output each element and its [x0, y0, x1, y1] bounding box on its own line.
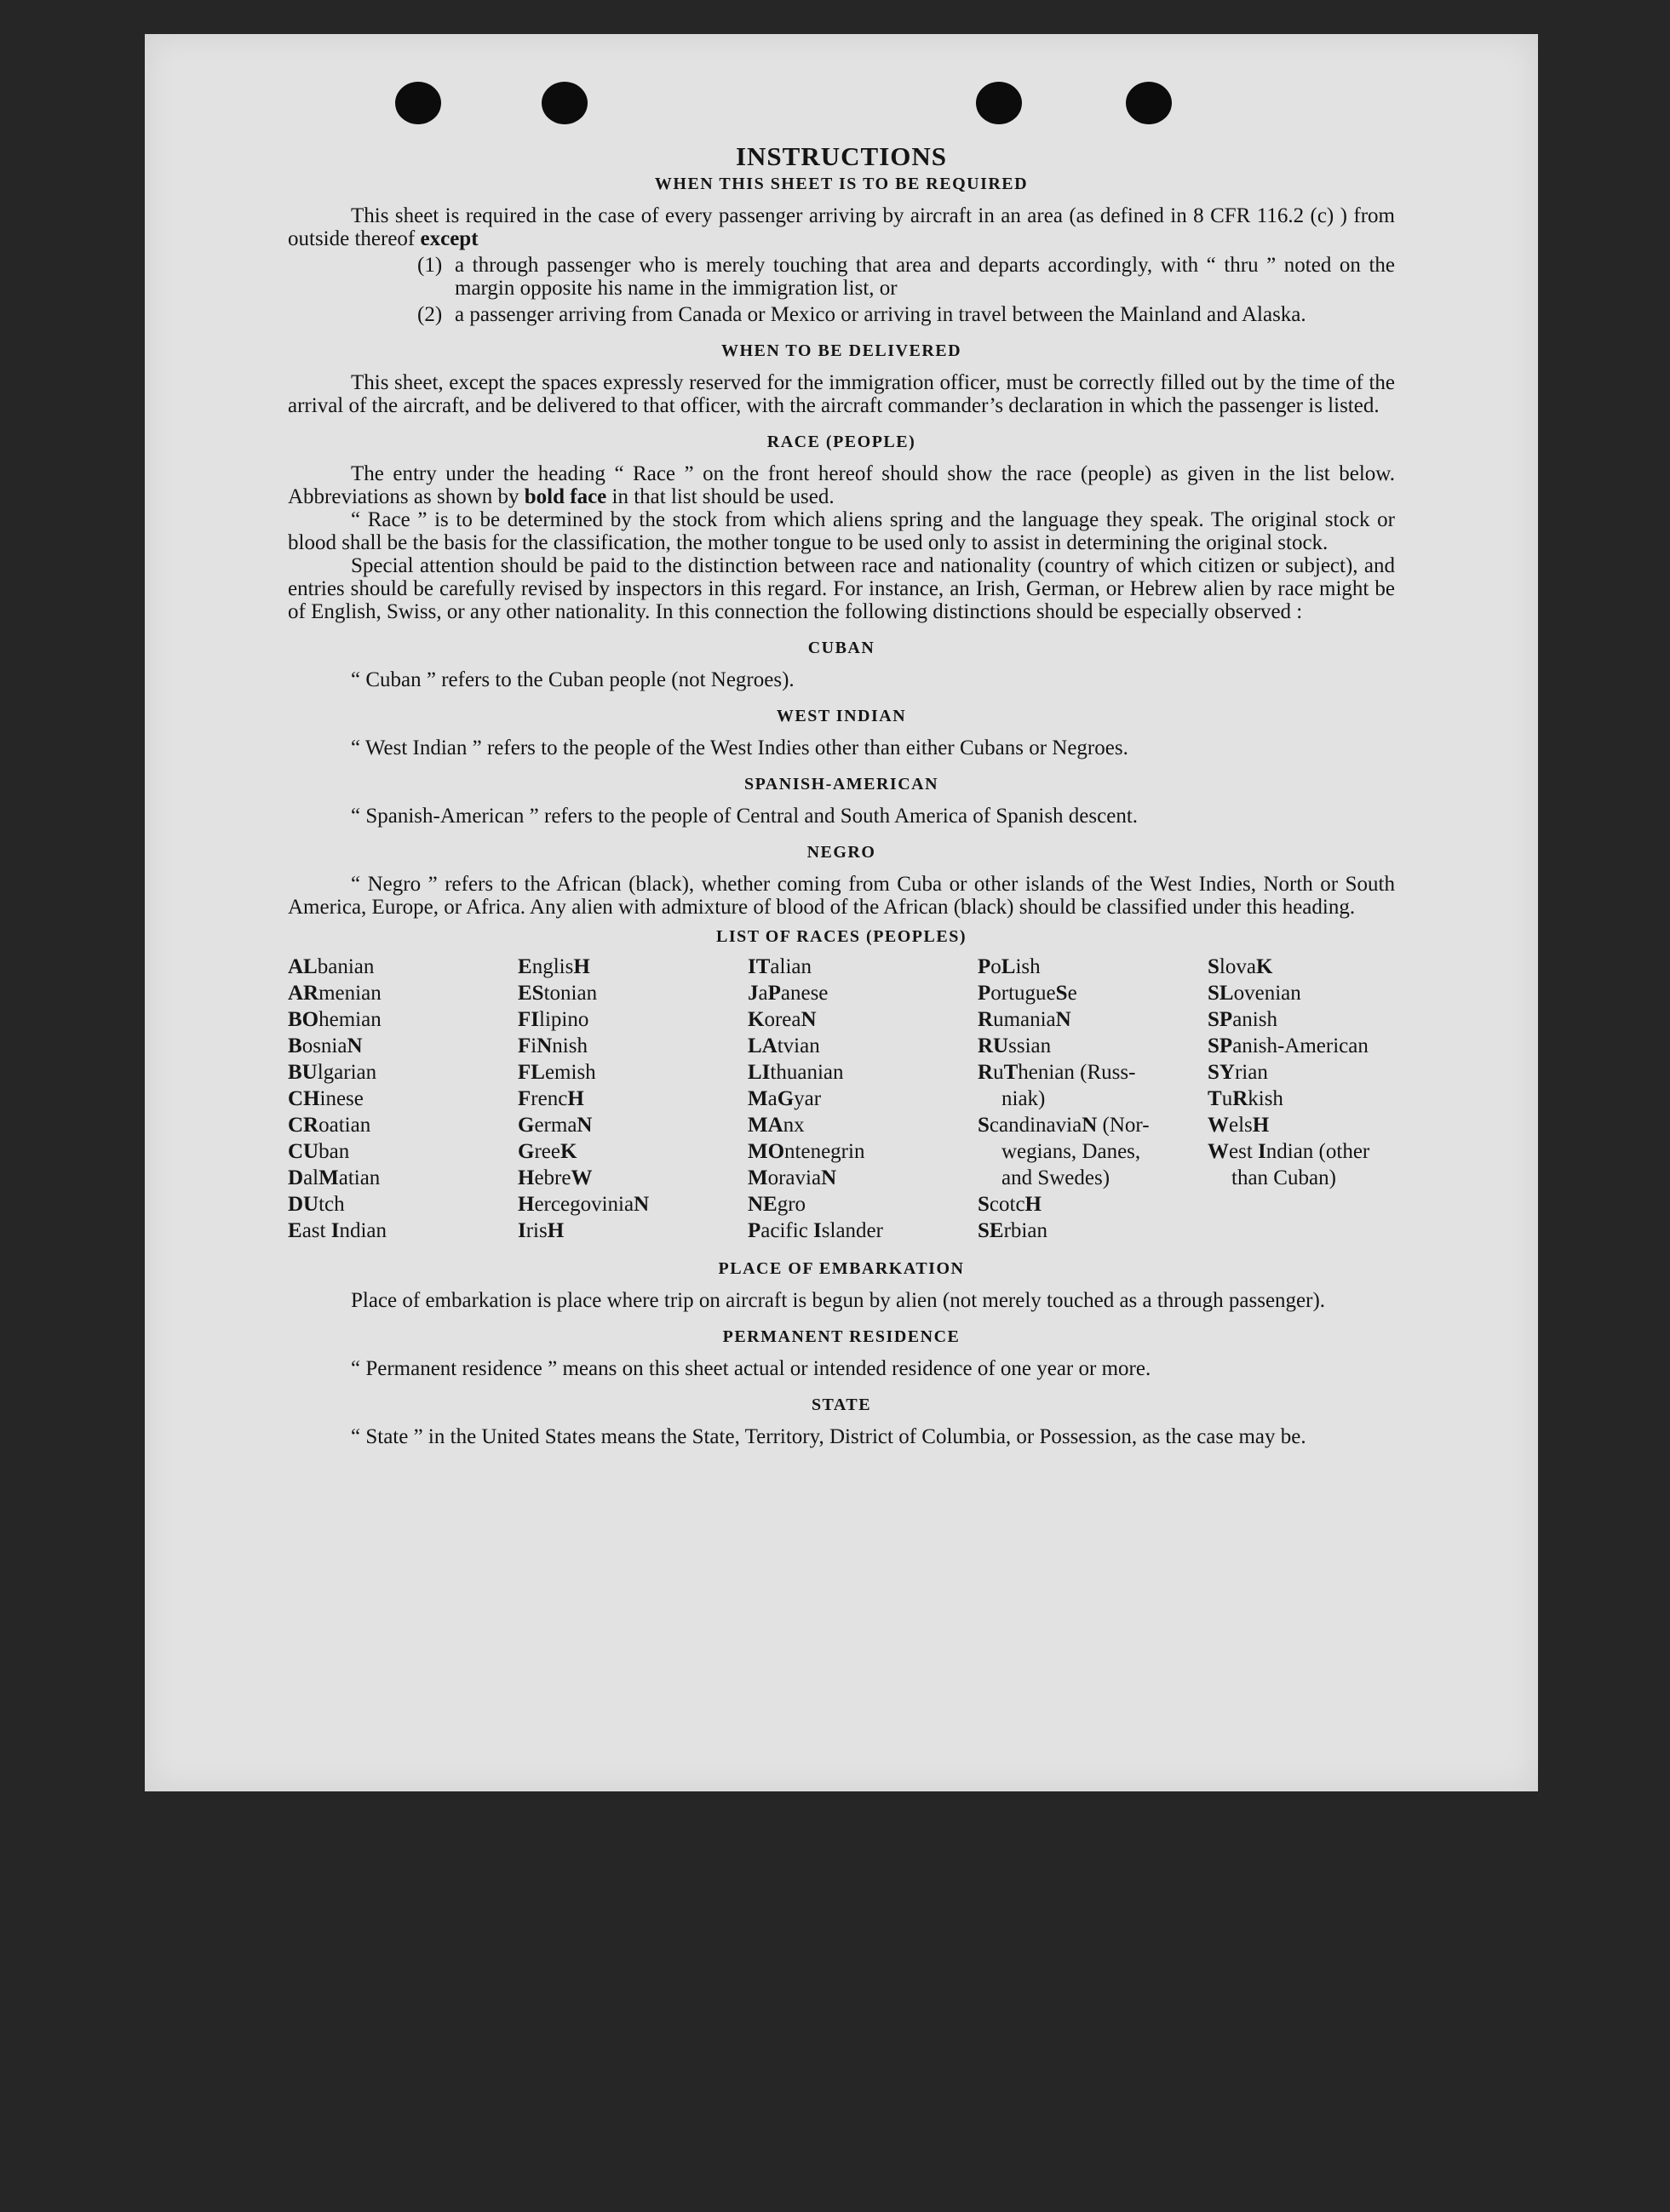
race-entry: SlovaK: [1208, 955, 1273, 978]
race-entry: SLovenian: [1208, 982, 1301, 1005]
section-heading: SPANISH-AMERICAN: [743, 775, 939, 794]
paragraph: “ West Indian ” refers to the people of the West Indies other than either Cubans or Negroes.: [351, 736, 1128, 759]
section-heading: NEGRO: [806, 843, 876, 862]
race-entry: East Indian: [288, 1219, 387, 1242]
race-entry: KoreaN: [748, 1008, 817, 1031]
race-entry: EStonian: [518, 982, 598, 1005]
race-entry: BosniaN: [288, 1034, 363, 1057]
section-heading: WEST INDIAN: [776, 707, 907, 725]
race-column: [978, 954, 1208, 1244]
race-entry: FIlipino: [518, 1008, 589, 1031]
section-heading: CUBAN: [807, 639, 875, 657]
race-entry: SPanish-American: [1208, 1034, 1369, 1057]
paragraph: “ Permanent residence ” means on this sheet actual or intended residence of one year or more.: [351, 1357, 1151, 1380]
race-entry: West Indian (other: [1208, 1140, 1370, 1163]
race-entry: FiNnish: [518, 1034, 588, 1057]
list-item: (1) a through passenger who is merely touching that area and departs accordingly, with “ thru ” noted on the margin opposite his name in the immigration list, or: [417, 254, 1395, 300]
paragraph: “ State ” in the United States means the State, Territory, District of Columbia, or Possession, as the case may be.: [351, 1425, 1306, 1448]
punch-hole: [976, 82, 1022, 124]
race-entry: Pacific Islander: [748, 1219, 883, 1242]
paragraph: “ Race ” is to be determined by the stock from which aliens spring and the language they speak. The original stock or blood shall be the basis for the classification, the mother tongue to be used only to assist in determining the original stock.: [288, 508, 1395, 554]
race-entry: NEgro: [748, 1193, 806, 1216]
race-entry: GreeK: [518, 1140, 577, 1163]
race-entry: CUban: [288, 1140, 350, 1163]
document-sheet: [145, 34, 1538, 1791]
race-column: [518, 954, 748, 1244]
race-column: [748, 954, 978, 1244]
race-entry: ScandinaviaN (Nor-: [978, 1114, 1150, 1137]
race-column: [1208, 954, 1395, 1244]
race-entry: DalMatian: [288, 1166, 381, 1189]
section-heading: RACE (PEOPLE): [766, 433, 916, 451]
race-entry: TuRkish: [1208, 1087, 1283, 1110]
section-heading: WHEN THIS SHEET IS TO BE REQUIRED: [654, 175, 1029, 193]
section-heading: PLACE OF EMBARKATION: [718, 1259, 965, 1278]
race-entry: JaPanese: [748, 982, 829, 1005]
race-entry: ITalian: [748, 955, 812, 978]
paragraph: “ Spanish-American ” refers to the people of Central and South America of Spanish descent.: [351, 805, 1139, 828]
paragraph: This sheet is required in the case of every passenger arriving by aircraft in an area (as defined in 8 CFR 116.2 (c) ) from outside thereof except: [288, 204, 1395, 250]
race-entry: PoLish: [978, 955, 1041, 978]
race-entry: SErbian: [978, 1219, 1047, 1242]
instructions-body: [288, 141, 1395, 1448]
race-list: [288, 954, 1395, 1244]
race-entry: GermaN: [518, 1114, 593, 1137]
race-entry: ScotcH: [978, 1193, 1042, 1216]
paragraph: “ Negro ” refers to the African (black), whether coming from Cuba or other islands of the West Indies, North or South America, Europe, or Africa. Any alien with admixture of blood of the African (black) should be classified under this heading.: [288, 873, 1395, 919]
race-entry: MOntenegrin: [748, 1140, 865, 1163]
race-entry: CRoatian: [288, 1114, 371, 1137]
race-entry: CHinese: [288, 1087, 364, 1110]
race-entry: FrencH: [518, 1087, 584, 1110]
race-entry: RUssian: [978, 1034, 1052, 1057]
punch-hole: [542, 82, 588, 124]
race-entry: SYrian: [1208, 1061, 1268, 1084]
paragraph: This sheet, except the spaces expressly reserved for the immigration officer, must be correctly filled out by the time of the arrival of the aircraft, and be delivered to that officer, with the aircraft commander’s declaration in which the passenger is listed.: [288, 371, 1395, 417]
race-entry: HebreW: [518, 1166, 593, 1189]
race-entry-continuation: and Swedes): [1001, 1166, 1110, 1189]
list-item: (2) a passenger arriving from Canada or Mexico or arriving in travel between the Mainland and Alaska.: [417, 303, 1306, 326]
section-heading: LIST OF RACES (PEOPLES): [715, 927, 967, 946]
race-entry: BOhemian: [288, 1008, 382, 1031]
section-heading: STATE: [811, 1395, 872, 1414]
race-entry: MaGyar: [748, 1087, 822, 1110]
race-entry: DUtch: [288, 1193, 345, 1216]
punch-hole: [1126, 82, 1172, 124]
race-entry: RumaniaN: [978, 1008, 1071, 1031]
page-title: INSTRUCTIONS: [735, 141, 947, 171]
race-entry: FLemish: [518, 1061, 596, 1084]
race-entry: BUlgarian: [288, 1061, 377, 1084]
paragraph: Place of embarkation is place where trip on aircraft is begun by alien (not merely touched as a through passenger).: [351, 1289, 1326, 1312]
race-entry: HercegoviniaN: [518, 1193, 650, 1216]
race-entry: EnglisH: [518, 955, 590, 978]
race-entry: RuThenian (Russ-: [978, 1061, 1136, 1084]
race-entry: ARmenian: [288, 982, 382, 1005]
section-heading: WHEN TO BE DELIVERED: [720, 341, 962, 360]
paragraph: The entry under the heading “ Race ” on the front hereof should show the race (people) as given in the list below. Abbreviations as shown by bold face in that list should be used.: [288, 462, 1395, 508]
race-entry: SPanish: [1208, 1008, 1277, 1031]
race-entry: WelsH: [1208, 1114, 1270, 1137]
section-heading: PERMANENT RESIDENCE: [722, 1327, 961, 1346]
race-entry: MoraviaN: [748, 1166, 837, 1189]
race-entry-continuation: wegians, Danes,: [1001, 1140, 1141, 1163]
paragraph: Special attention should be paid to the distinction between race and nationality (country of which citizen or subject), and entries should be carefully revised by inspectors in this regard. For instance, an Irish, German, or Hebrew alien by race might be of English, Swiss, or any other nationality. In this connection the following distinctions should be especially observed :: [288, 554, 1395, 623]
race-column: [288, 954, 518, 1244]
race-entry-continuation: niak): [1001, 1087, 1046, 1110]
race-entry: LIthuanian: [748, 1061, 844, 1084]
race-entry-continuation: than Cuban): [1231, 1166, 1336, 1189]
race-entry: LAtvian: [748, 1034, 820, 1057]
race-entry: ALbanian: [288, 955, 375, 978]
race-entry: IrisH: [518, 1219, 565, 1242]
race-entry: MAnx: [748, 1114, 805, 1137]
race-entry: PortugueSe: [978, 982, 1077, 1005]
paragraph: “ Cuban ” refers to the Cuban people (not Negroes).: [351, 668, 795, 691]
punch-hole: [395, 82, 441, 124]
